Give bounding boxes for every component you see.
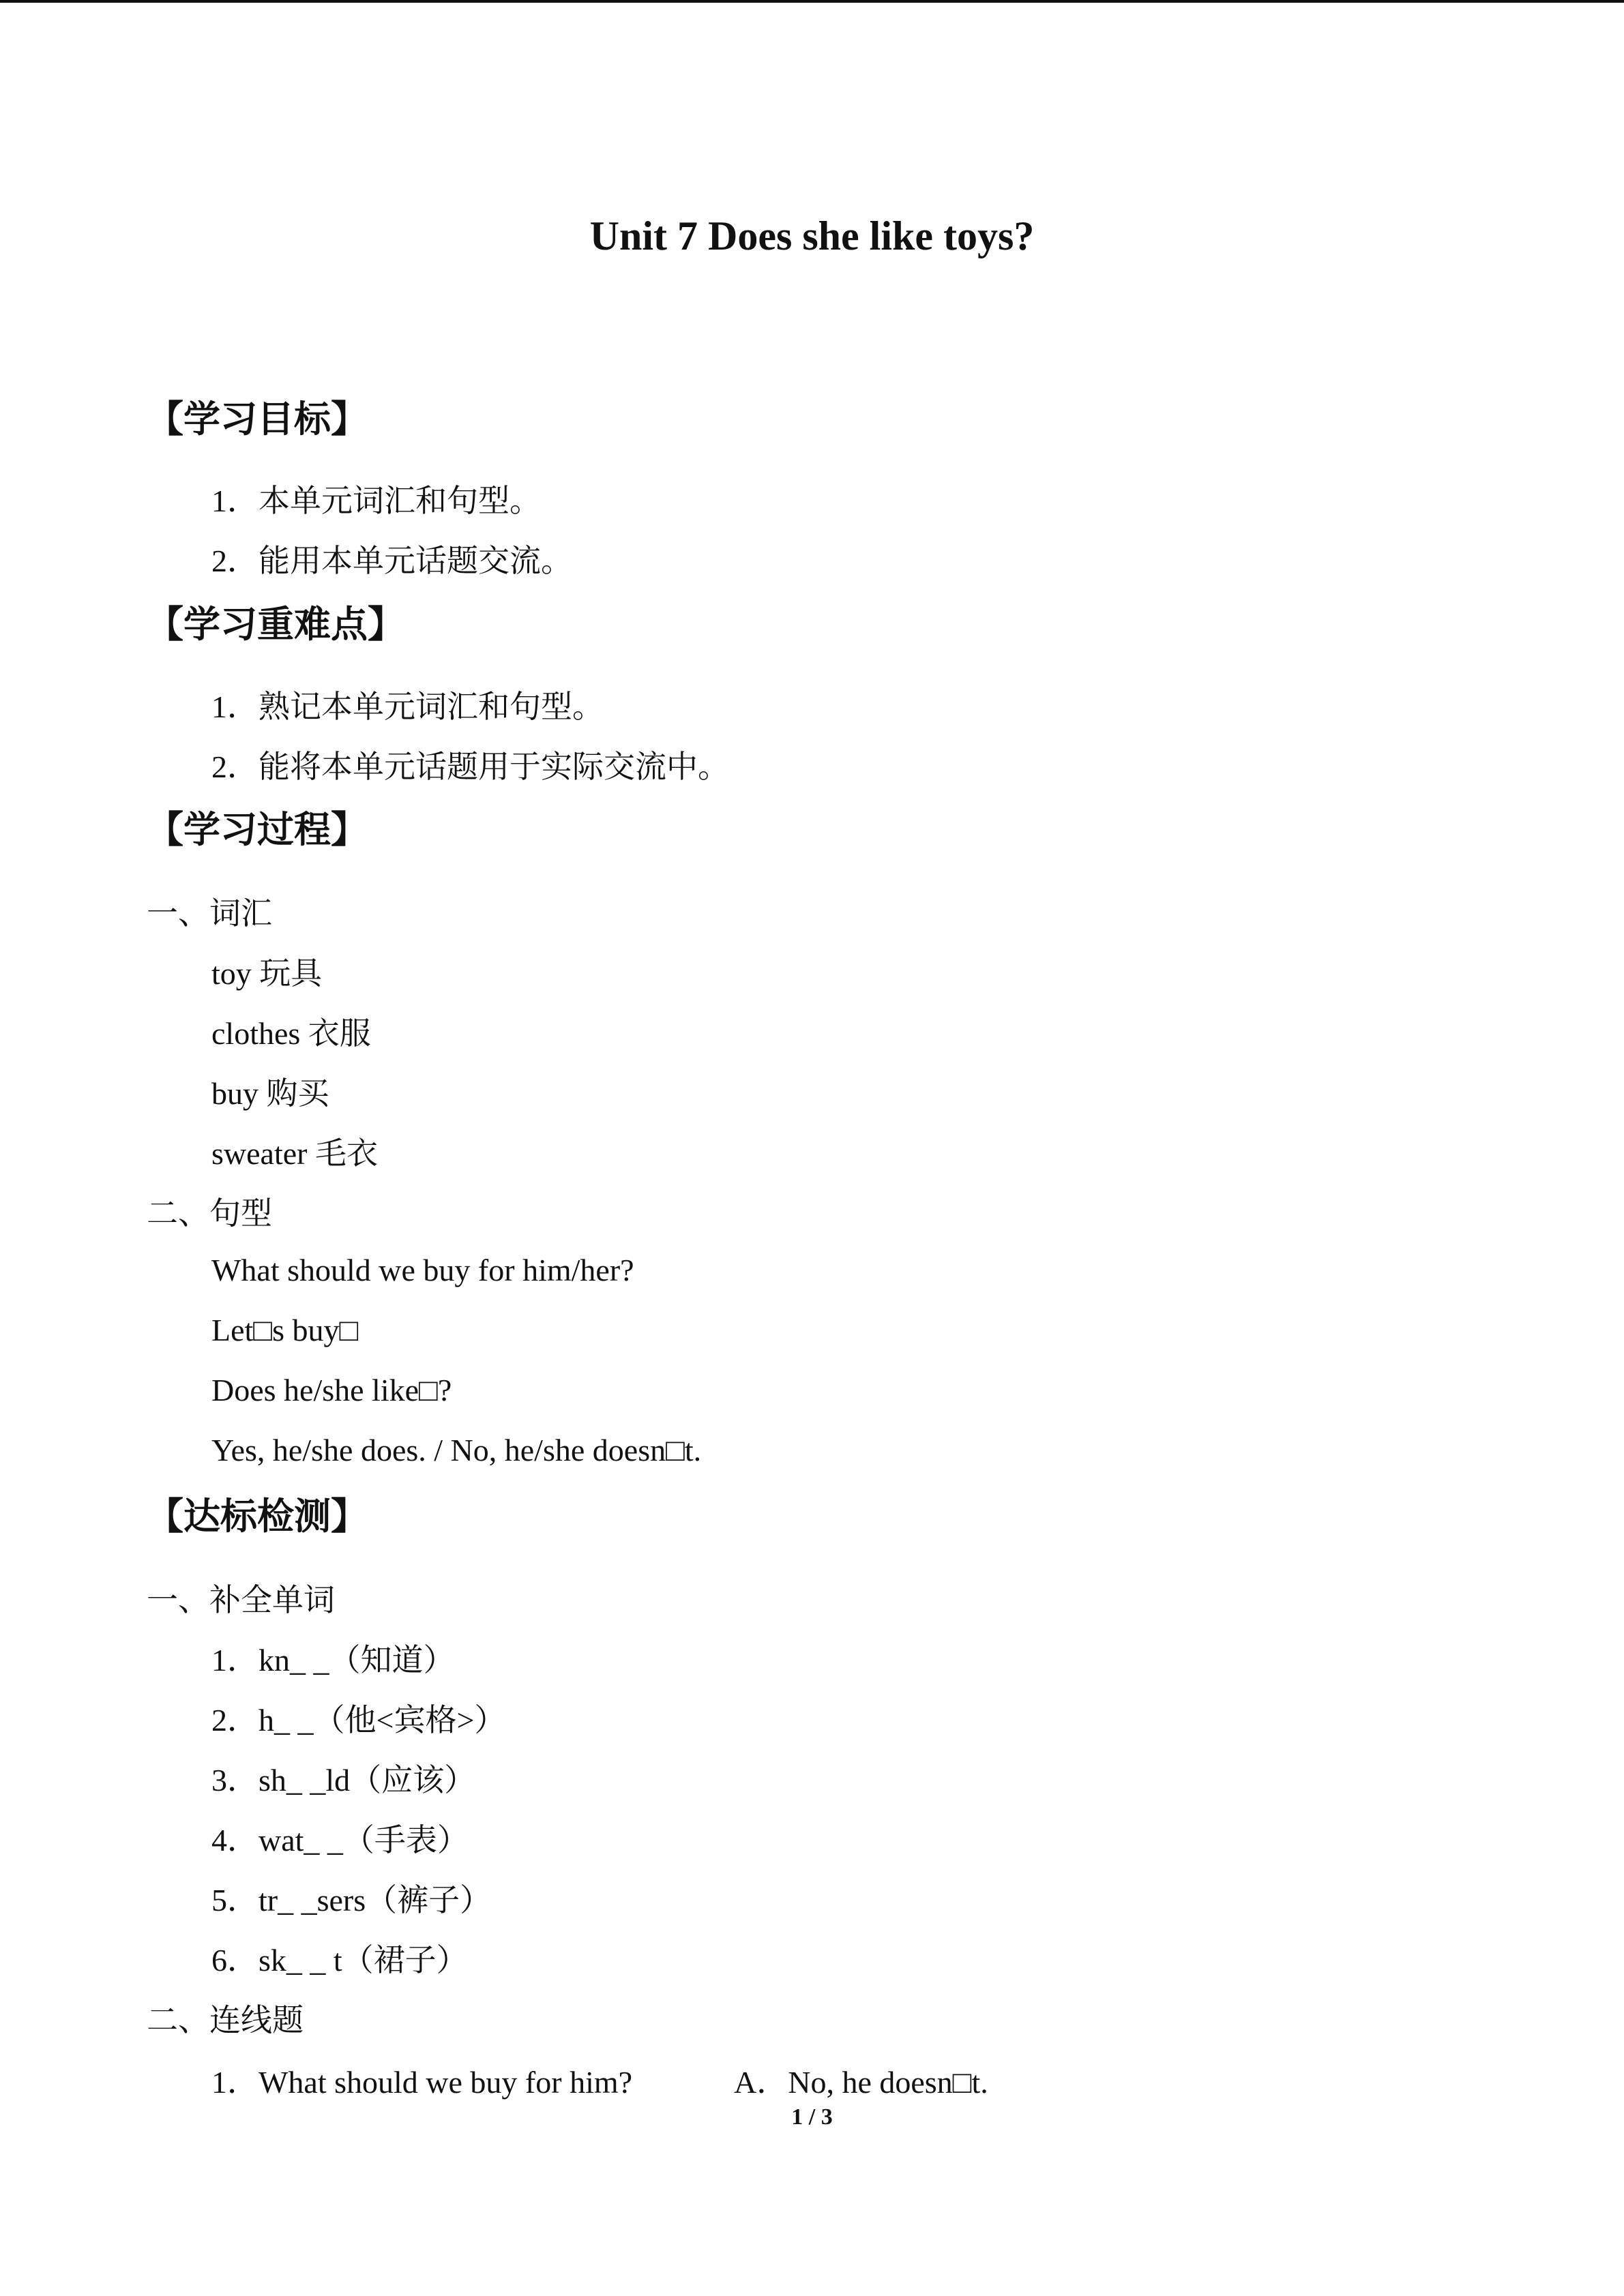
match-question: 1．What should we buy for him? [211, 2065, 633, 2100]
vocab-item: buy 购买 [211, 1076, 329, 1111]
key-point-item: 2．能将本单元话题用于实际交流中。 [211, 749, 729, 784]
process-heading: 【学习过程】 [147, 808, 368, 851]
document-title: Unit 7 Does she like toys? [589, 213, 1035, 258]
goal-item: 2．能用本单元话题交流。 [211, 543, 572, 578]
pattern-item: Let□s buy□ [211, 1313, 359, 1347]
fill-title: 一、补全单词 [147, 1583, 335, 1617]
fill-item: 6．sk_ _ t（裙子） [211, 1943, 468, 1978]
pattern-item: Does he/she like□? [211, 1373, 452, 1407]
fill-item: 2．h_ _（他<宾格>） [211, 1703, 506, 1738]
goals-heading: 【学习目标】 [147, 398, 368, 441]
pattern-title: 二、句型 [147, 1196, 272, 1231]
vocab-item: toy 玩具 [211, 956, 323, 991]
match-title: 二、连线题 [147, 2003, 304, 2038]
top-border [0, 0, 1624, 3]
goal-item: 1．本单元词汇和句型。 [211, 483, 541, 518]
page-number: 1 / 3 [791, 2104, 833, 2130]
vocab-item: sweater 毛衣 [211, 1136, 378, 1171]
test-heading: 【达标检测】 [147, 1495, 368, 1538]
fill-item: 1．kn_ _（知道） [211, 1643, 455, 1678]
fill-item: 4．wat_ _（手表） [211, 1823, 469, 1858]
match-answer: A．No, he doesn□t. [734, 2065, 988, 2100]
vocab-title: 一、词汇 [147, 896, 272, 931]
fill-item: 3．sh_ _ld（应该） [211, 1763, 476, 1798]
pattern-item: Yes, he/she does. / No, he/she doesn□t. [211, 1433, 702, 1467]
pattern-item: What should we buy for him/her? [211, 1253, 634, 1287]
key-point-item: 1．熟记本单元词汇和句型。 [211, 689, 604, 724]
vocab-item: clothes 衣服 [211, 1016, 371, 1051]
key-points-heading: 【学习重难点】 [147, 603, 404, 646]
fill-item: 5．tr_ _sers（裤子） [211, 1883, 492, 1918]
